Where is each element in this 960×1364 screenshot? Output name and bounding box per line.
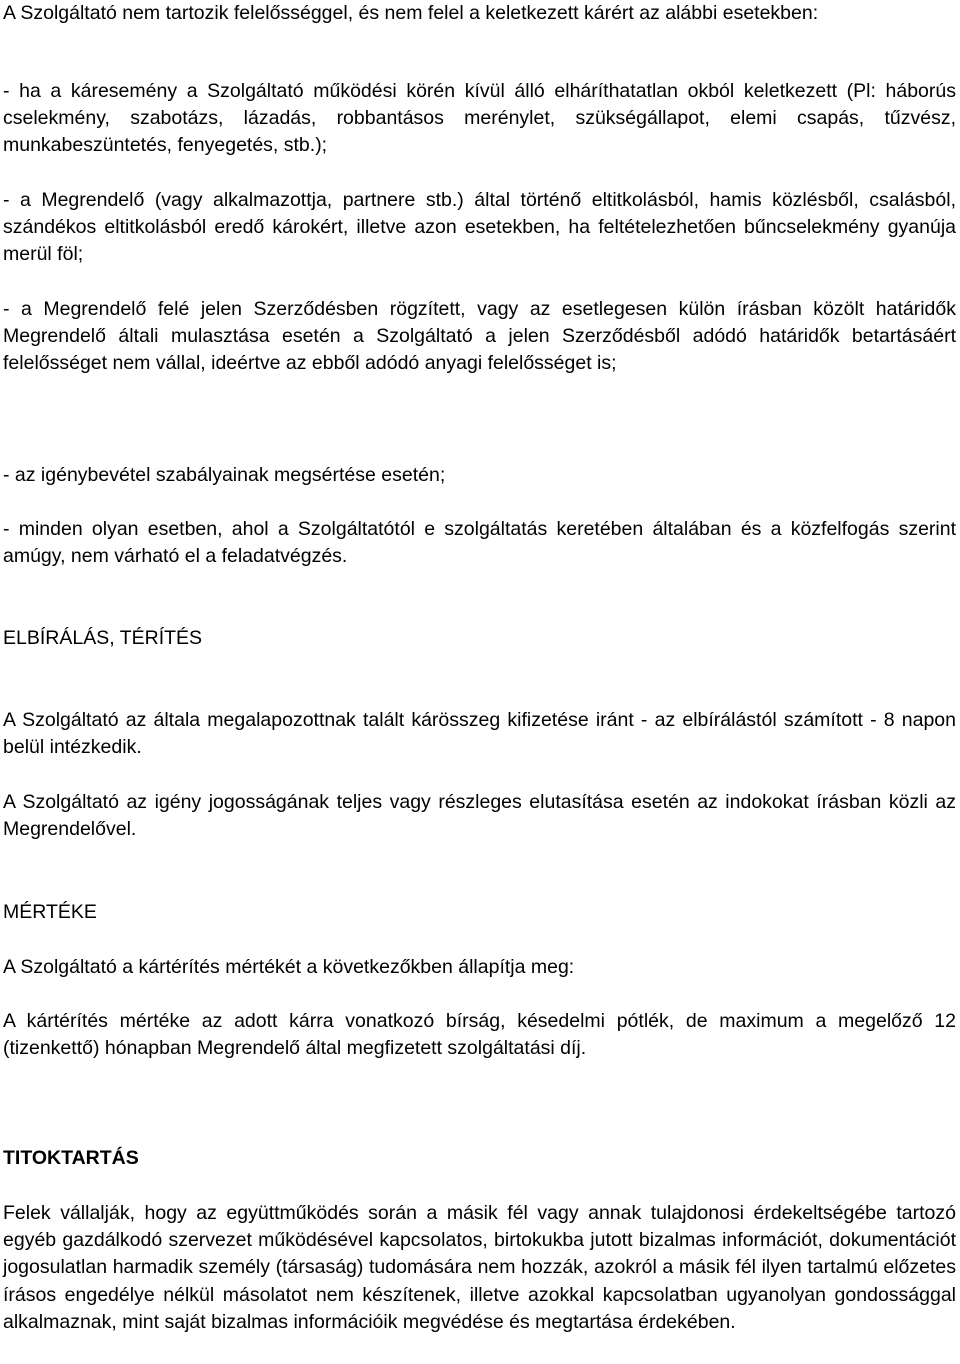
paragraph-general-case: - minden olyan esetben, ahol a Szolgáltatótól e szolgáltatás keretében általában és a közfelfogás szerint amúgy, nem várható el a feladatvégzés.	[3, 518, 956, 568]
paragraph-payment: A Szolgáltató az általa megalapozottnak talált kárösszeg kifizetése iránt - az elbírálástól számított - 8 napon belül intézkedik.	[3, 709, 956, 759]
paragraph-amount-detail: A kártérítés mértéke az adott kárra vonatkozó bírság, késedelmi pótlék, de maximum a megelőző 12 (tizenkettő) hónapban Megrendelő által megfizetett szolgáltatási díj.	[3, 1010, 956, 1060]
paragraph-force-majeure: - ha a káresemény a Szolgáltató működési körén kívül álló elháríthatatlan okból keletkezett (Pl: háborús cselekmény, szabotázs, lázadás, robbantásos merénylet, szükségállapot, elemi csapás, tűzvész, munkabeszüntetés, fenyegetés, stb.);	[3, 80, 956, 157]
paragraph-confidentiality: Felek vállalják, hogy az együttműködés során a másik fél vagy annak tulajdonosi érdekeltségébe tartozó egyéb gazdálkodó szervezet működésével kapcsolatos, birtokukba jutott bizalmas információt, dokumentációt jogosulatlan harmadik személy (társaság) tudomására nem hozzák, azokról a másik fél ilyen tartalmú előzetes írásos engedélye nélkül másolatot nem készítenek, illetve azokkal kapcsolatban ugyanolyan gondossággal alkalmaznak, mint saját bizalmas információik megvédése és megtartása érdekében.	[3, 1202, 956, 1333]
paragraph-intro: A Szolgáltató nem tartozik felelősséggel, és nem felel a keletkezett kárért az alábbi esetekben:	[3, 2, 819, 24]
heading-confidentiality: TITOKTARTÁS	[3, 1147, 139, 1169]
paragraph-amount-intro: A Szolgáltató a kártérítés mértékét a következőkben állapítja meg:	[3, 956, 575, 978]
paragraph-concealment: - a Megrendelő (vagy alkalmazottja, partnere stb.) által történő eltitkolásból, hamis közlésből, csalásból, szándékos eltitkolásból eredő károkért, illetve azon esetekben, ha feltételezhetően bűncselekmény gyanúja merül föl;	[3, 189, 956, 266]
paragraph-deadlines: - a Megrendelő felé jelen Szerződésben rögzített, vagy az esetlegesen külön írásban közölt határidők Megrendelő általi mulasztása esetén a Szolgáltató a jelen Szerződésből adódó határidők betartásáért felelősséget nem vállal, ideértve az ebből adódó anyagi felelősséget is;	[3, 298, 956, 375]
paragraph-rejection: A Szolgáltató az igény jogosságának teljes vagy részleges elutasítása esetén az indokokat írásban közli az Megrendelővel.	[3, 791, 956, 841]
heading-amount: MÉRTÉKE	[3, 901, 97, 923]
paragraph-rule-violation: - az igénybevétel szabályainak megsértése esetén;	[3, 464, 446, 486]
heading-assessment: ELBÍRÁLÁS, TÉRÍTÉS	[3, 627, 203, 649]
